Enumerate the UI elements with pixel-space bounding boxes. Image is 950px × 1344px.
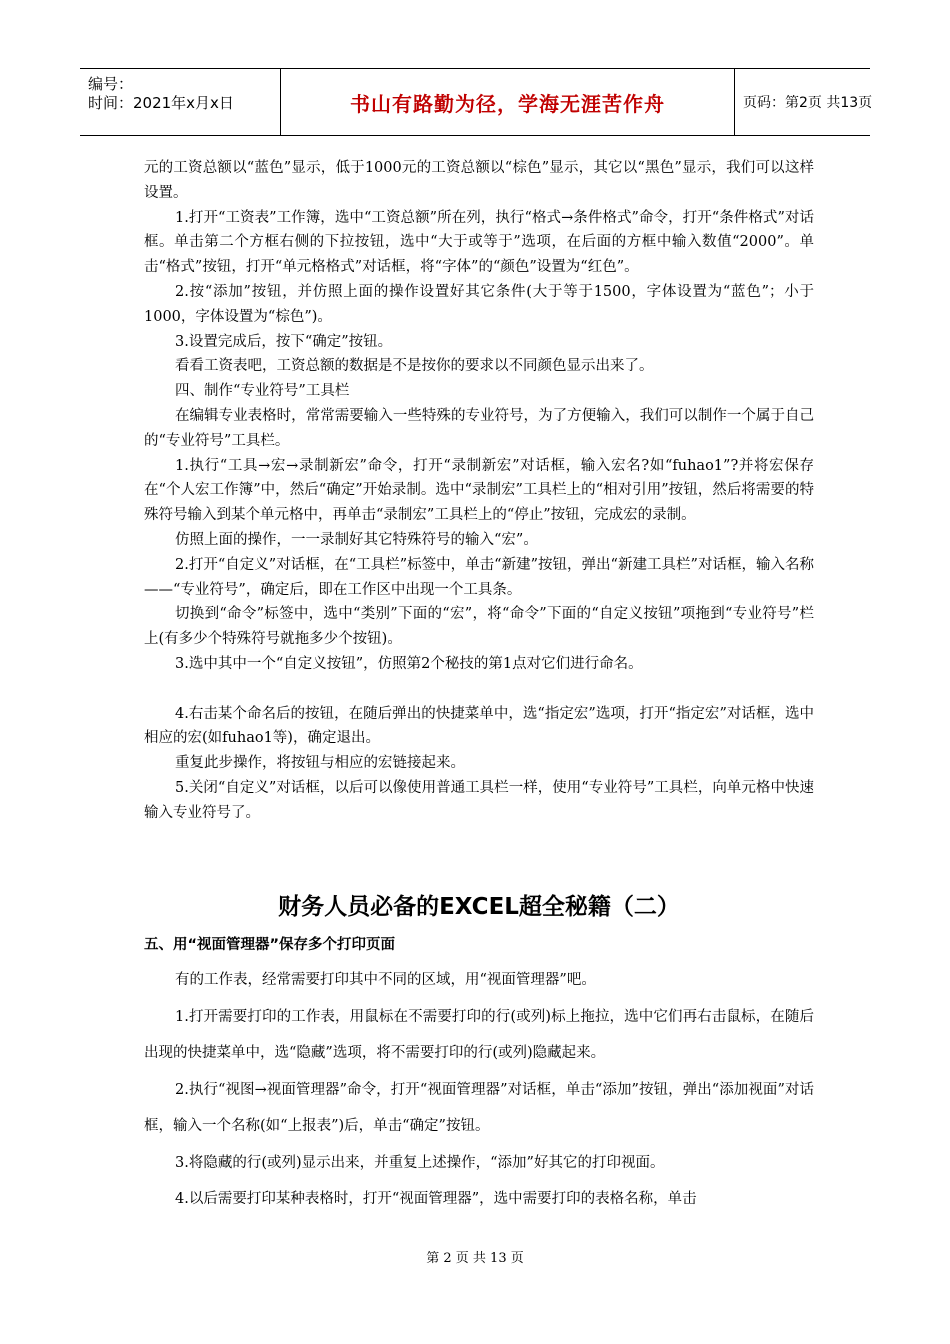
page-footer: 第 2 页 共 13 页 <box>426 1251 524 1266</box>
paragraph: 重复此步操作，将按钮与相应的宏链接起来。 <box>175 755 465 772</box>
paragraph: 4.以后需要打印某种表格时，打开“视面管理器”，选中需要打印的表格名称，单击 <box>175 1191 697 1207</box>
paragraph: 3.将隐藏的行(或列)显示出来，并重复上述操作，“添加”好其它的打印视面。 <box>175 1154 665 1171</box>
header-page-info: 页码：第2页 共13页 <box>743 95 873 111</box>
doc-time-label: 时间：2021年x月x日 <box>88 94 234 112</box>
header-motto-cell <box>281 69 735 135</box>
paragraph: 1.打开需要打印的工作表，用鼠标在不需要打印的行(或列)标上拖拉，选中它们再右击鼠标，在随后出现的快捷菜单中，选“隐藏”选项，将不需要打印的行(或列)隐藏起来。 <box>144 1008 814 1061</box>
paragraph: 看看工资表吧，工资总额的数据是不是按你的要求以不同颜色显示出来了。 <box>175 358 654 375</box>
paragraph: 1.执行“工具→宏→录制新宏”命令，打开“录制新宏”对话框，输入宏名?如“fuhao1”?并将宏保存在“个人宏工作簿”中，然后“确定”开始录制。选中“录制宏”工具栏上的“相对引用”按钮，然后将需要的特殊符号输入到某个单元格中，再单击“录制宏”工具栏上的“停止”按钮，完成宏的录制。 <box>144 457 814 524</box>
blank-line <box>144 677 814 702</box>
paragraph: 切换到“命令”标签中，选中“类别”下面的“宏”，将“命令”下面的“自定义按钮”项拖到“专业符号”栏上(有多少个特殊符号就拖多少个按钮)。 <box>144 606 814 648</box>
paragraph: 1.打开“工资表”工作簿，选中“工资总额”所在列，执行“格式→条件格式”命令，打开“条件格式”对话框。单击第二个方框右侧的下拉按钮，选中“大于或等于”选项，在后面的方框中输入数值“2000”。单击“格式”按钮，打开“单元格格式”对话框，将“字体”的“颜色”设置为“红色”。 <box>144 209 814 276</box>
section-body-5 <box>144 962 814 1218</box>
paragraph: 3.设置完成后，按下“确定”按钮。 <box>175 333 393 350</box>
paragraph: 4.右击某个命名后的按钮，在随后弹出的快捷菜单中，选“指定宏”选项，打开“指定宏”对话框，选中相应的宏(如fuhao1等)，确定退出。 <box>144 705 814 747</box>
paragraph: 在编辑专业表格时，常常需要输入一些特殊的专业符号，为了方便输入，我们可以制作一个属于自己的“专业符号”工具栏。 <box>144 407 814 449</box>
paragraph: 有的工作表，经常需要打印其中不同的区域，用“视面管理器”吧。 <box>175 972 596 988</box>
paragraph: 2.执行“视图→视面管理器”命令，打开“视面管理器”对话框，单击“添加”按钮，弹出“添加视面”对话框，输入一个名称(如“上报表”)后，单击“确定”按钮。 <box>144 1081 814 1134</box>
header-meta-cell <box>80 69 281 135</box>
paragraph: 仿照上面的操作，一一录制好其它特殊符号的输入“宏”。 <box>175 531 538 548</box>
document-title: 财务人员必备的EXCEL超全秘籍（二） <box>278 894 680 920</box>
section-heading-5: 五、用“视面管理器”保存多个打印页面 <box>144 937 396 953</box>
paragraph: 5.关闭“自定义”对话框，以后可以像使用普通工具栏一样，使用“专业符号”工具栏，向单元格中快速输入专业符号了。 <box>144 779 814 821</box>
header-motto: 书山有路勤为径，学海无涯苦作舟 <box>350 91 665 116</box>
section-body-1 <box>144 156 814 826</box>
section-heading-4: 四、制作“专业符号”工具栏 <box>175 383 350 400</box>
page-header <box>80 68 873 136</box>
paragraph: 3.选中其中一个“自定义按钮”，仿照第2个秘技的第1点对它们进行命名。 <box>175 655 643 672</box>
paragraph: 2.打开“自定义”对话框，在“工具栏”标签中，单击“新建”按钮，弹出“新建工具栏”对话框，输入名称——“专业符号”，确定后，即在工作区中出现一个工具条。 <box>144 556 814 598</box>
paragraph: 2.按“添加”按钮，并仿照上面的操作设置好其它条件(大于等于1500，字体设置为“蓝色”；小于1000，字体设置为“棕色”)。 <box>144 283 814 325</box>
doc-number-label: 编号： <box>88 75 134 93</box>
paragraph: 元的工资总额以“蓝色”显示，低于1000元的工资总额以“棕色”显示，其它以“黑色”显示，我们可以这样设置。 <box>144 160 814 201</box>
header-page-cell <box>735 69 873 135</box>
